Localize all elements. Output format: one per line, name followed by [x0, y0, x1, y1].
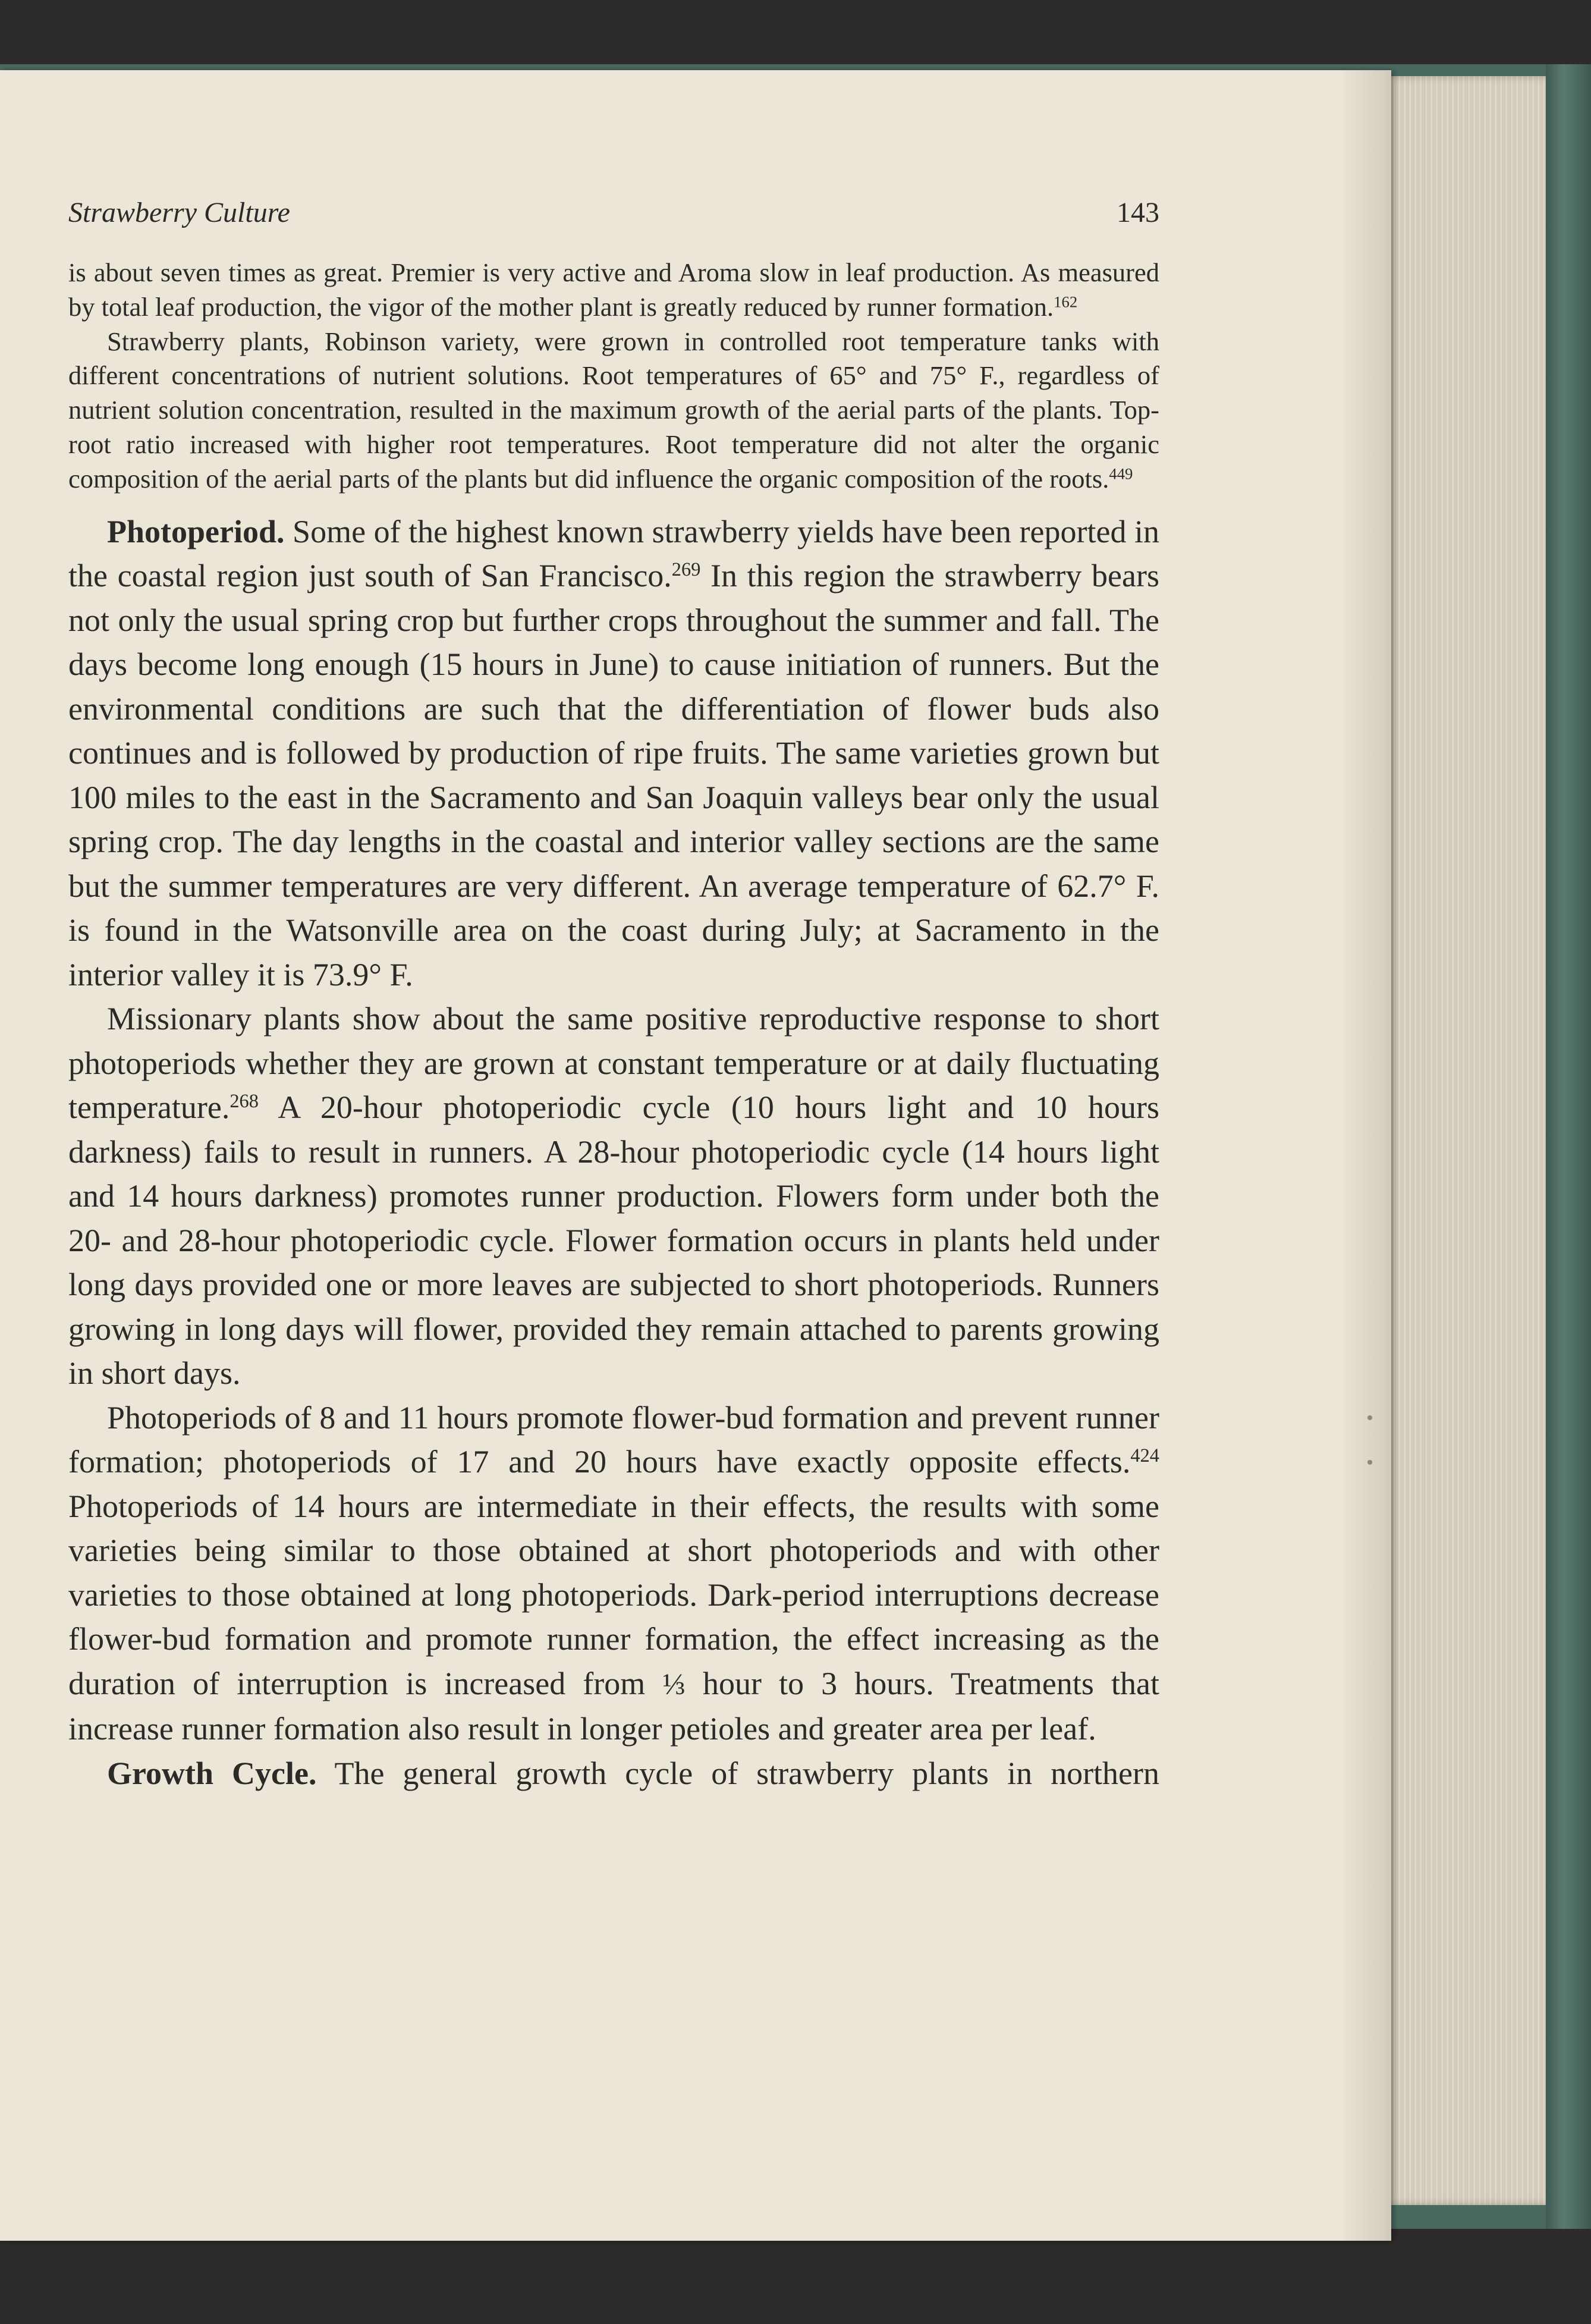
paragraph-text: Missionary plants show about the same positive reproductive response to short photoperiods whether they are grown at constant temperature or at daily fluctuating temperature.: [68, 1001, 1159, 1126]
paper-speck: [1367, 1415, 1372, 1420]
paragraph: [68, 510, 1159, 997]
footnote-reference: 424: [1130, 1445, 1159, 1467]
cover-board-edge: [1546, 64, 1591, 2229]
running-title: Strawberry Culture: [68, 197, 290, 228]
paragraph: [68, 325, 1159, 497]
paragraph-text: Photoperiods of 8 and 11 hours promote flower-bud formation and prevent runner formation; photoperiods of 17 and 20 hours have exactly opposite effects.: [68, 1399, 1159, 1480]
running-head: [68, 196, 1159, 250]
footnote-reference: 268: [229, 1091, 259, 1113]
paragraph: [68, 1396, 1159, 1751]
paragraph-text: is about seven times as great. Premier is very active and Aroma slow in leaf production. As measured by total leaf production, the vigor of the mother plant is greatly reduced by runner formation.: [68, 257, 1159, 322]
fraction: ⅓: [662, 1667, 686, 1701]
page-number: 143: [1117, 197, 1159, 228]
footnote-reference: 269: [671, 559, 701, 581]
page-shading: [1338, 70, 1391, 2241]
paragraph-text: Strawberry plants, Robinson variety, were grown in controlled root temperature tanks with different concentrations of nutrient solutions. Root temperatures of 65° and 75° F., regardless of nutrient solution concentration, resulted in the maximum growth of the aerial parts of the plants. Top-root ratio increased with higher root temperatures. Root temperature did not alter the organic composition of the aerial parts of the plants but did influence the organic composition of the roots.: [68, 326, 1159, 494]
footnote-reference: 162: [1054, 293, 1078, 311]
page-fore-edge: [1385, 76, 1546, 2205]
paragraph: [68, 1751, 1159, 1796]
paper-speck: [1367, 1460, 1372, 1465]
paragraph-text: The general growth cycle of strawberry plants in northern: [316, 1755, 1160, 1791]
text-block: [68, 196, 1159, 1795]
paragraph-text: Some of the highest known strawberry yields have been reported in the coastal region just south of San Francisco.: [68, 513, 1159, 594]
section-heading: Growth Cycle.: [107, 1755, 317, 1791]
section-heading: Photoperiod.: [107, 513, 285, 549]
paragraph-text: Photoperiods of 14 hours are intermediate in their effects, the results with some varieties being similar to those obtained at short photoperiods and with other varieties to those obtained at long photoperiods. Dark-period interruptions decrease flower-bud formation and promote runner formation, the effect increasing as the duration of interruption is increased from: [68, 1488, 1159, 1701]
paragraph-text: A 20-hour photoperiodic cycle (10 hours light and 10 hours darkness) fails to result in runners. A 28-hour photoperiodic cycle (14 hours light and 14 hours darkness) promotes runner production. Flowers form under both the 20- and 28-hour photoperiodic cycle. Flower formation occurs in plants held under long days provided one or more leaves are subjected to short photoperiods. Runners growing in long days will flower, provided they remain attached to parents growing in short days.: [68, 1089, 1159, 1392]
paragraph-text: hour to 3 hours. Treatments that increase runner formation also result in longer petioles and greater area per leaf.: [68, 1665, 1159, 1747]
paragraph: [68, 256, 1159, 325]
body-text: [68, 256, 1159, 1795]
paragraph-text: In this region the strawberry bears not only the usual spring crop but further crops throughout the summer and fall. The days become long enough (15 hours in June) to cause initiation of runners. But the environmental conditions are such that the differentiation of flower buds also continues and is followed by production of ripe fruits. The same varieties grown but 100 miles to the east in the Sacramento and San Joaquin valleys bear only the usual spring crop. The day lengths in the coastal and interior valley sections are the same but the summer temperatures are very different. An average temperature of 62.7° F. is found in the Watsonville area on the coast during July; at Sacramento in the interior valley it is 73.9° F.: [68, 558, 1159, 993]
footnote-reference: 449: [1109, 464, 1133, 483]
paragraph: [68, 997, 1159, 1396]
